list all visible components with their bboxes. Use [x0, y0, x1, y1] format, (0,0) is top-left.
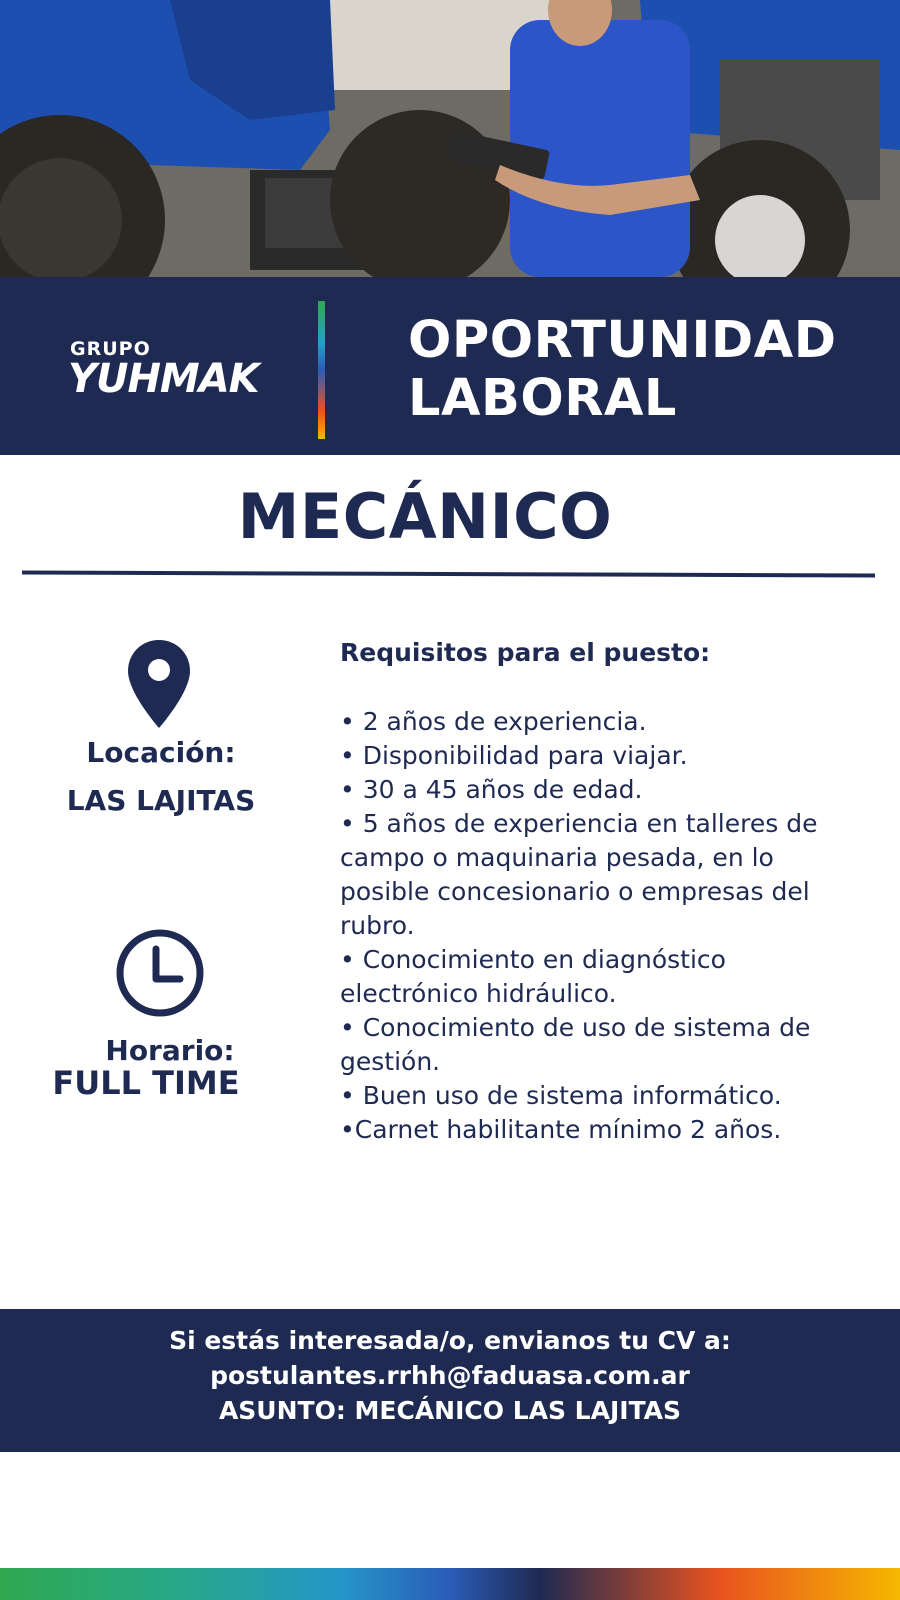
- schedule-value: FULL TIME: [52, 1064, 240, 1102]
- list-item: • Conocimiento en diagnóstico electrónico hidráulico.: [340, 945, 726, 1008]
- requirements-list: [340, 705, 860, 1147]
- list-item: • 2 años de experiencia.: [340, 707, 647, 736]
- list-item: • Disponibilidad para viajar.: [340, 741, 688, 770]
- location-label: Locación:: [86, 736, 236, 769]
- location-value: LAS LAJITAS: [66, 784, 256, 817]
- headline: [408, 312, 837, 428]
- job-title: MECÁNICO: [237, 480, 613, 553]
- contact-footer: [0, 1309, 900, 1452]
- map-pin-icon: [126, 638, 192, 734]
- header-photo: [0, 0, 900, 277]
- list-item: •Carnet habilitante mínimo 2 años.: [340, 1115, 782, 1144]
- tractor-workshop-illustration: [0, 0, 900, 277]
- clock-icon: [114, 927, 206, 1023]
- contact-intro: Si estás interesada/o, envianos tu CV a:: [169, 1326, 731, 1355]
- headline-line-2: LABORAL: [408, 369, 677, 428]
- schedule-label: Horario:: [105, 1034, 235, 1067]
- logo-yuhmak-text: YUHMAK: [68, 356, 259, 402]
- list-item: • 30 a 45 años de edad.: [340, 775, 643, 804]
- contact-subject: ASUNTO: MECÁNICO LAS LAJITAS: [218, 1396, 682, 1425]
- requirements-section: [340, 638, 860, 1147]
- list-item: • Conocimiento de uso de sistema de gestión.: [340, 1013, 811, 1076]
- contact-email[interactable]: postulantes.rrhh@faduasa.com.ar: [210, 1361, 690, 1390]
- title-divider: [22, 571, 875, 578]
- list-item: • 5 años de experiencia en talleres de campo o maquinaria pesada, en lo posible concesionario o empresas del rubro.: [340, 809, 818, 940]
- logo-grupo-text: GRUPO: [70, 338, 151, 360]
- list-item: • Buen uso de sistema informático.: [340, 1081, 782, 1110]
- color-divider: [318, 301, 325, 439]
- headline-line-1: OPORTUNIDAD: [408, 311, 837, 370]
- requirements-title: Requisitos para el puesto:: [340, 638, 711, 667]
- bottom-color-stripe: [0, 1568, 900, 1600]
